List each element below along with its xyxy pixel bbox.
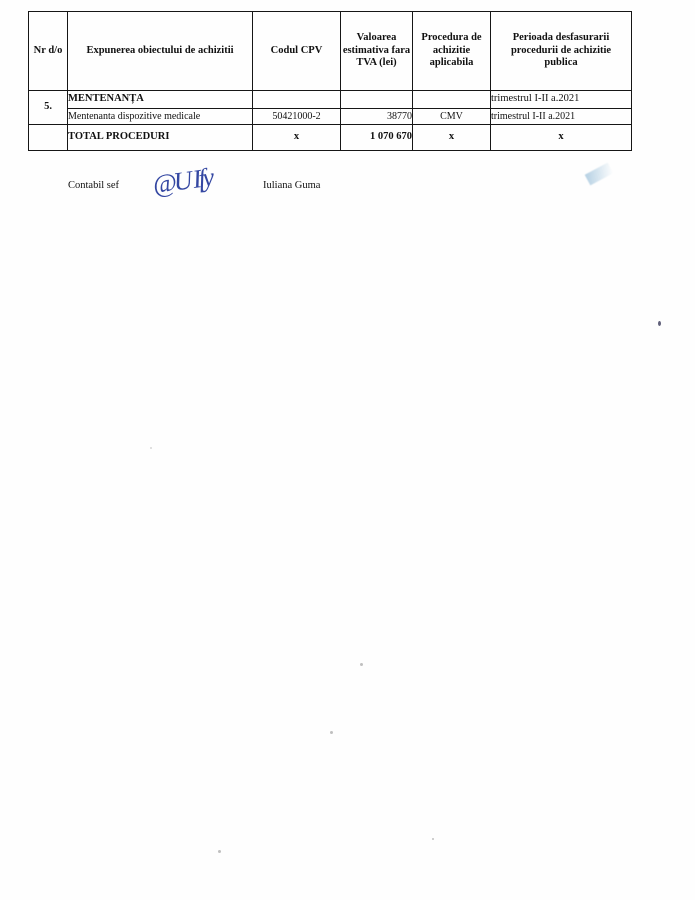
row-period: trimestrul I-II a.2021 <box>491 91 632 109</box>
row-value: 38770 <box>341 109 413 125</box>
column-header-procedure-line3: aplicabila <box>429 57 474 69</box>
row-procedure: CMV <box>413 109 491 125</box>
column-header-value-line1: Valoarea <box>356 32 397 44</box>
scan-speck <box>432 838 434 840</box>
scan-speck <box>150 447 152 449</box>
column-header-value-line2: estimativa fara <box>342 44 411 56</box>
total-cpv: x <box>253 125 341 151</box>
column-header-procedure-line1: Procedura de <box>421 32 482 44</box>
row-period: trimestrul I-II a.2021 <box>491 109 632 125</box>
column-header-procedure <box>413 12 491 91</box>
row-object: Mentenanta dispozitive medicale <box>68 109 253 125</box>
table-row <box>29 91 632 109</box>
total-value: 1 070 670 <box>341 125 413 151</box>
table-header-row <box>29 12 632 91</box>
row-cpv <box>253 91 341 109</box>
signature-role-label: Contabil sef <box>68 180 120 191</box>
scan-smudge-artifact <box>585 163 614 186</box>
handwritten-signature: @U Ify <box>150 162 214 200</box>
row-cpv: 50421000-2 <box>253 109 341 125</box>
total-procedure: x <box>413 125 491 151</box>
table-row <box>29 109 632 125</box>
column-header-cpv: Codul CPV <box>253 12 341 91</box>
column-header-value <box>341 12 413 91</box>
total-empty-cell <box>29 125 68 151</box>
total-label: TOTAL PROCEDURI <box>68 125 253 151</box>
scan-speck <box>360 663 363 666</box>
scan-speck <box>658 321 661 326</box>
row-object-group: MENTENANȚA <box>68 91 253 109</box>
row-number: 5. <box>29 91 68 125</box>
column-header-nr: Nr d/o <box>29 12 68 91</box>
total-period: x <box>491 125 632 151</box>
row-value <box>341 91 413 109</box>
column-header-period-line3: publica <box>544 57 578 69</box>
procurement-table <box>28 11 632 151</box>
table-total-row <box>29 125 632 151</box>
signature-name: Iuliana Guma <box>263 180 321 191</box>
column-header-period <box>491 12 632 91</box>
column-header-period-line1: Perioada desfasurarii <box>512 32 610 44</box>
column-header-procedure-line2: achizitie <box>432 44 471 56</box>
column-header-object: Expunerea obiectului de achizitii <box>68 12 253 91</box>
row-procedure <box>413 91 491 109</box>
scan-speck <box>218 850 221 853</box>
scan-speck <box>330 731 333 734</box>
column-header-period-line2: procedurii de achizitie <box>510 44 612 56</box>
column-header-value-line3: TVA (lei) <box>356 57 397 69</box>
